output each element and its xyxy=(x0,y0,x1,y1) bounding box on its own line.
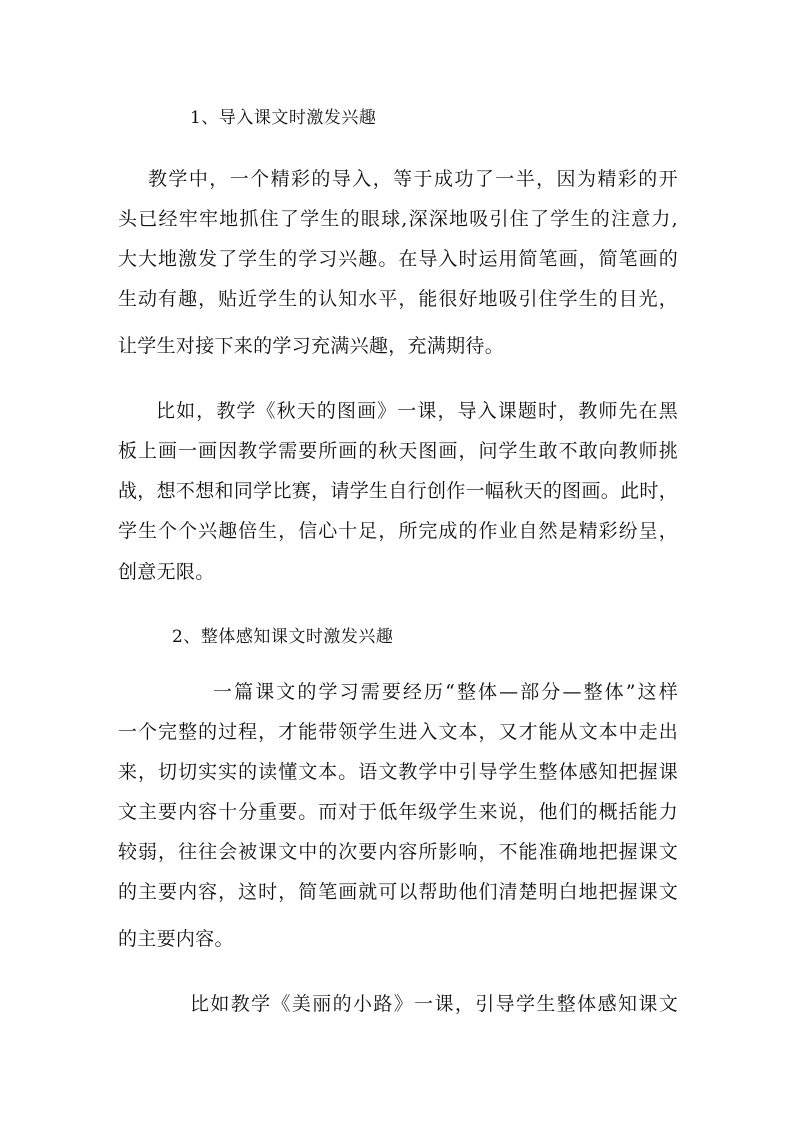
paragraph-3-line-5: 较弱，往往会被课文中的次要内容所影响，不能准确地把握课文 xyxy=(118,841,678,863)
paragraph-1-line-1: 教学中，一个精彩的导入，等于成功了一半，因为精彩的开 xyxy=(148,168,678,190)
paragraph-2-line-2: 板上画一画因教学需要所画的秋天图画，问学生敢不敢向教师挑 xyxy=(118,440,678,462)
paragraph-3-line-7: 的主要内容。 xyxy=(118,928,234,950)
paragraph-2-line-3: 战，想不想和同学比赛，请学生自行创作一幅秋天的图画。此时， xyxy=(118,480,678,502)
paragraph-2-line-5: 创意无限。 xyxy=(118,561,215,583)
paragraph-4-line-1: 比如教学《美丽的小路》一课，引导学生整体感知课文 xyxy=(190,993,678,1015)
paragraph-1-line-5: 让学生对接下来的学习充满兴趣，充满期待。 xyxy=(118,335,505,357)
paragraph-2-line-4: 学生个个兴趣倍生，信心十足，所完成的作业自然是精彩纷呈， xyxy=(118,520,678,542)
paragraph-1-line-3: 大大地激发了学生的学习兴趣。在导入时运用简笔画，简笔画的 xyxy=(118,248,678,270)
paragraph-3-line-3: 来，切切实实的读懂文本。语文教学中引导学生整体感知把握课 xyxy=(118,761,678,783)
paragraph-1-line-4: 生动有趣，贴近学生的认知水平，能很好地吸引住学生的目光， xyxy=(118,288,678,310)
paragraph-3-line-6: 的主要内容，这时，简笔画就可以帮助他们清楚明白地把握课文 xyxy=(118,881,678,903)
section-heading-1: 1、导入课文时激发兴趣 xyxy=(190,108,377,128)
paragraph-3-line-4: 文主要内容十分重要。而对于低年级学生来说，他们的概括能力 xyxy=(118,801,678,823)
paragraph-1-line-2: 头已经牢牢地抓住了学生的眼球,深深地吸引住了学生的注意力, xyxy=(118,208,678,230)
paragraph-2-line-1: 比如，教学《秋天的图画》一课，导入课题时，教师先在黑 xyxy=(156,400,678,422)
paragraph-3-line-1: 一篇课文的学习需要经历“整体—部分—整体”这样 xyxy=(213,681,678,703)
section-heading-2: 2、整体感知课文时激发兴趣 xyxy=(172,627,394,647)
paragraph-3-line-2: 一个完整的过程，才能带领学生进入文本，又才能从文本中走出 xyxy=(118,721,678,743)
